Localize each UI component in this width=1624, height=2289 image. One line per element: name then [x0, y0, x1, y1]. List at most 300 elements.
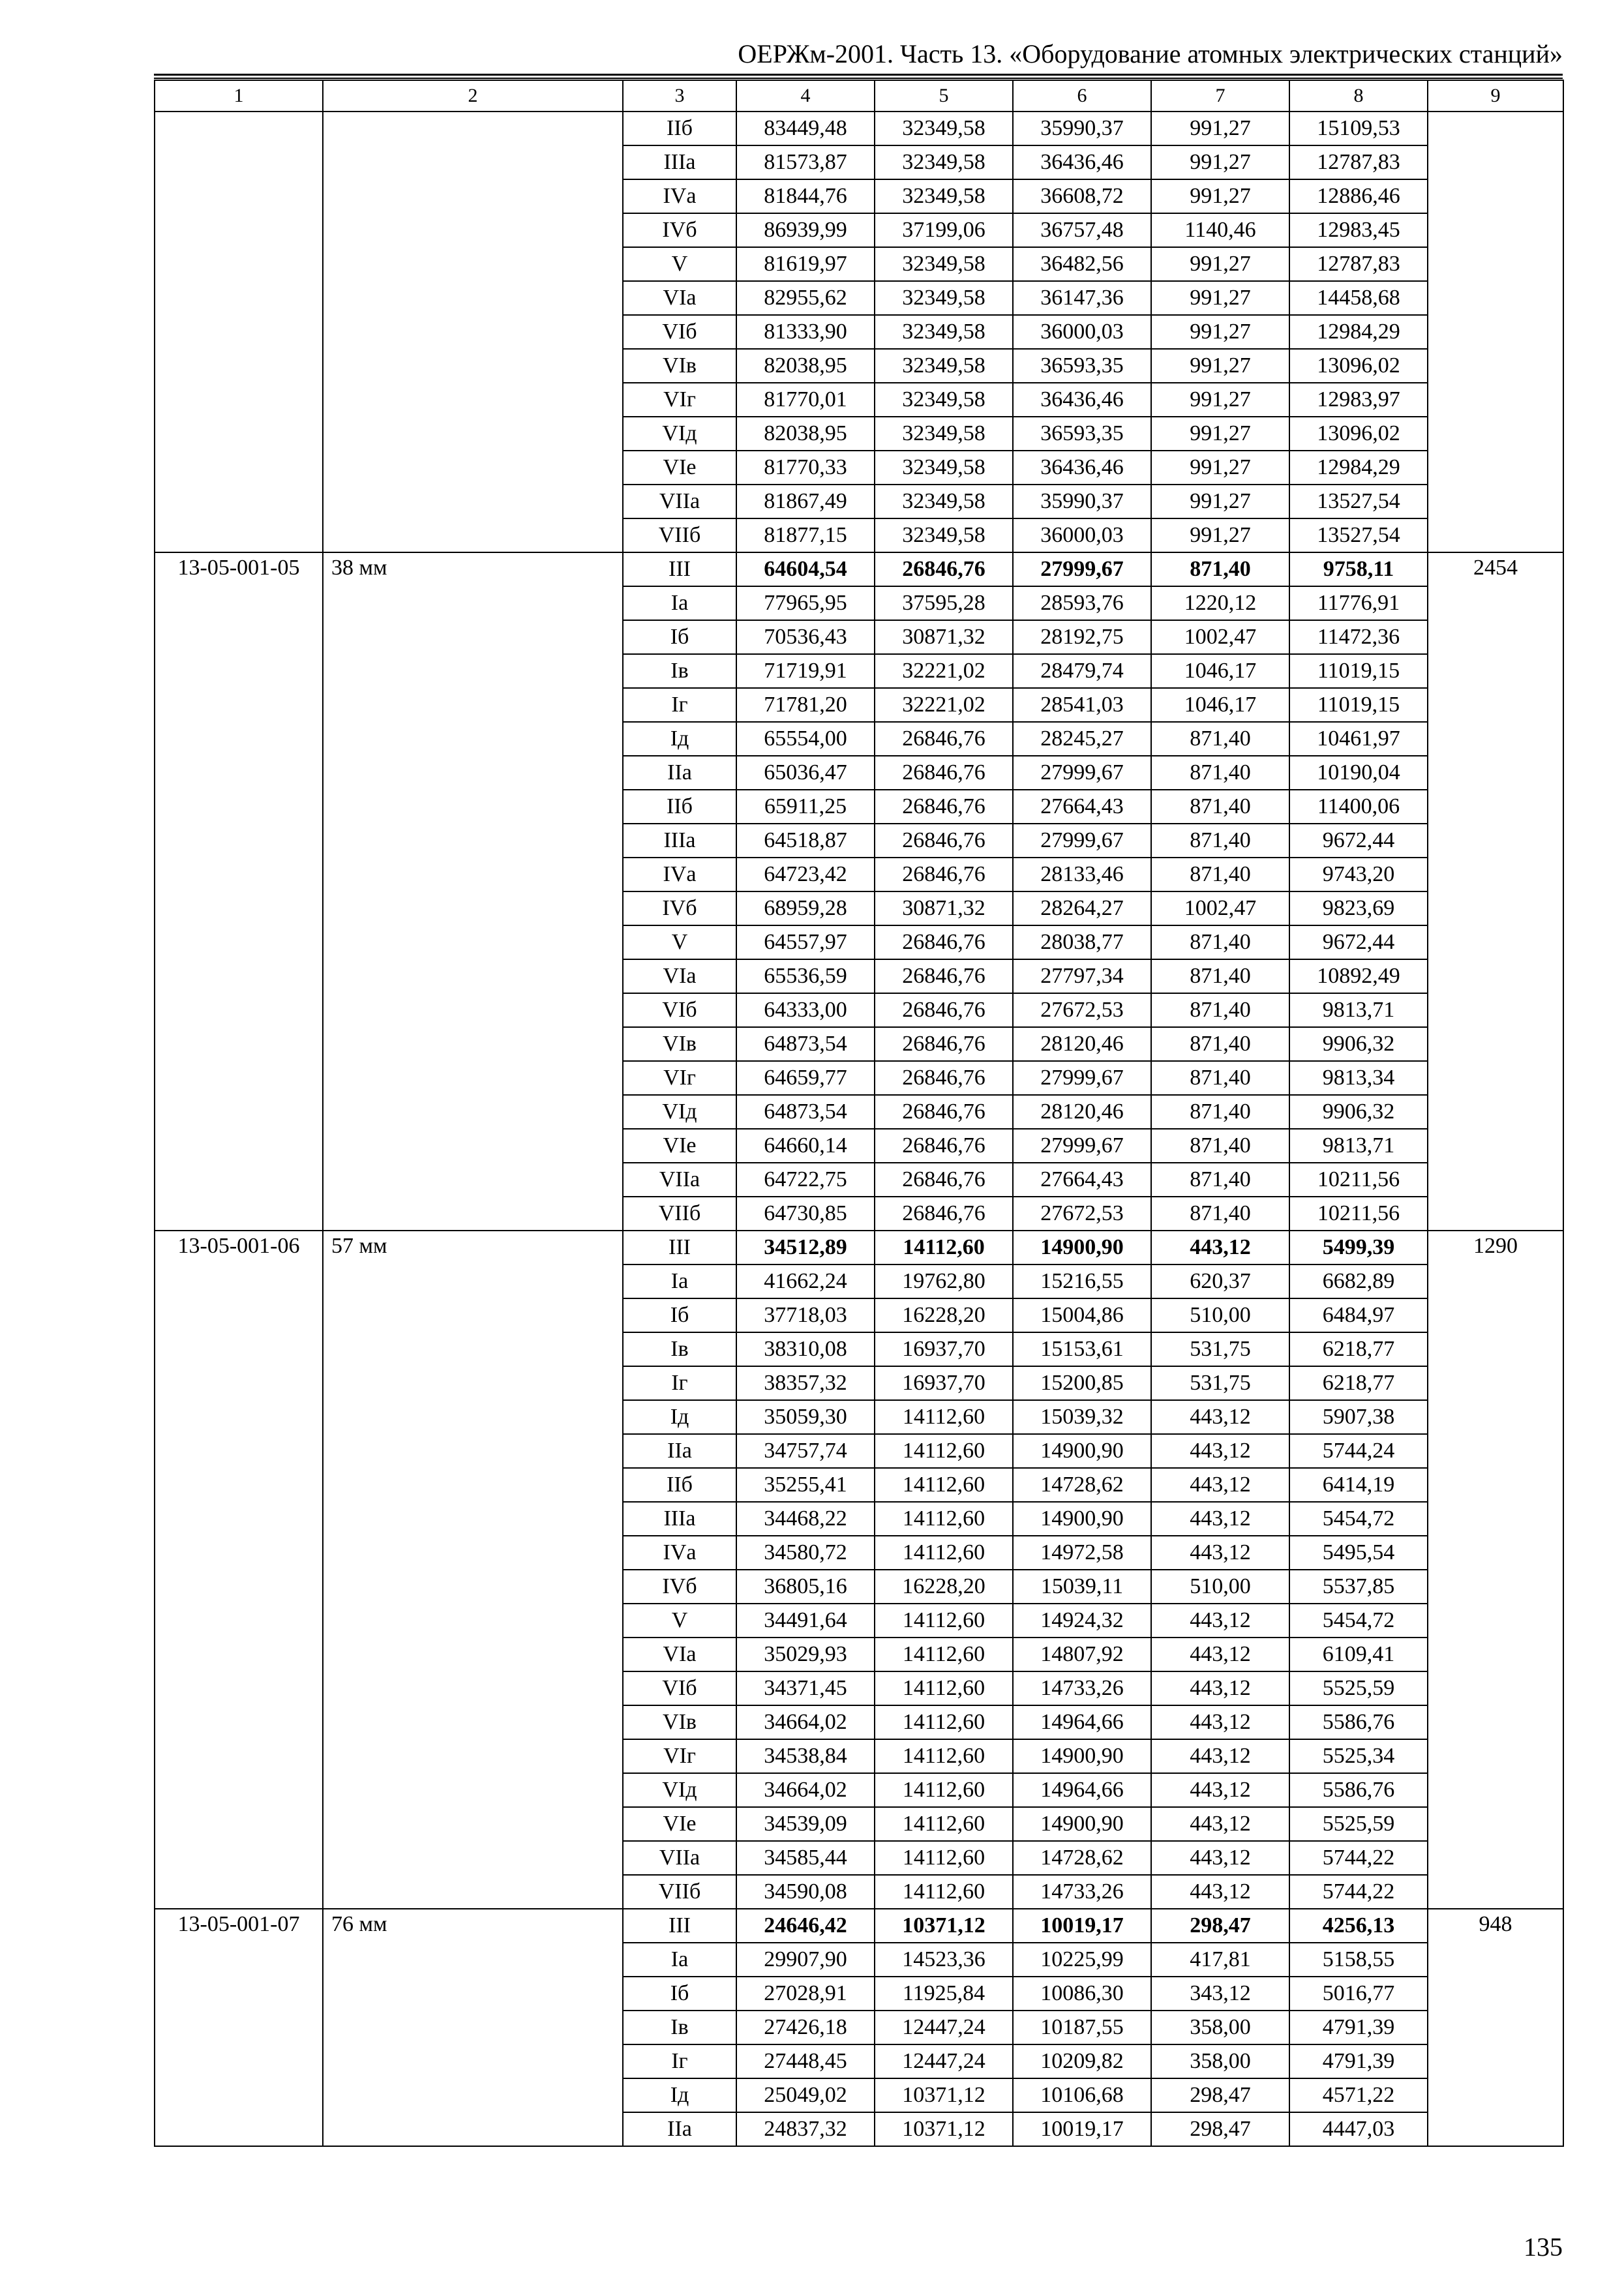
zone-class: IIб	[623, 790, 736, 824]
material-cost: 5525,34	[1289, 1739, 1428, 1773]
machine-cost: 15153,61	[1013, 1332, 1151, 1366]
material-cost: 5016,77	[1289, 1977, 1428, 2011]
machine-cost: 15216,55	[1013, 1264, 1151, 1298]
operator-wage: 358,00	[1151, 2011, 1289, 2044]
zone-class: IVб	[623, 213, 736, 247]
total-cost: 81877,15	[736, 518, 875, 552]
machine-cost: 36147,36	[1013, 281, 1151, 315]
material-cost: 12984,29	[1289, 315, 1428, 349]
pipe-diameter	[323, 112, 623, 552]
labor-cost: 26846,76	[875, 1129, 1013, 1163]
machine-cost: 27999,67	[1013, 824, 1151, 858]
zone-class: V	[623, 925, 736, 959]
labor-cost: 26846,76	[875, 552, 1013, 586]
total-cost: 83449,48	[736, 112, 875, 145]
total-cost: 81867,49	[736, 485, 875, 518]
operator-wage: 871,40	[1151, 1061, 1289, 1095]
total-cost: 82038,95	[736, 417, 875, 451]
operator-wage: 443,12	[1151, 1875, 1289, 1909]
operator-wage: 1002,47	[1151, 620, 1289, 654]
zone-class: VIв	[623, 1705, 736, 1739]
machine-cost: 27999,67	[1013, 552, 1151, 586]
operator-wage: 991,27	[1151, 485, 1289, 518]
material-cost: 5744,22	[1289, 1875, 1428, 1909]
material-cost: 5525,59	[1289, 1807, 1428, 1841]
material-cost: 9813,34	[1289, 1061, 1428, 1095]
total-cost: 34538,84	[736, 1739, 875, 1773]
material-cost: 11019,15	[1289, 654, 1428, 688]
rate-code	[155, 112, 323, 552]
total-cost: 41662,24	[736, 1264, 875, 1298]
zone-class: Iг	[623, 688, 736, 722]
zone-class: Iб	[623, 1977, 736, 2011]
machine-cost: 27999,67	[1013, 1061, 1151, 1095]
zone-class: III	[623, 1909, 736, 1943]
material-cost: 13527,54	[1289, 485, 1428, 518]
labor-cost: 32221,02	[875, 654, 1013, 688]
page-number: 135	[1524, 2232, 1563, 2262]
machine-cost: 14733,26	[1013, 1875, 1151, 1909]
zone-class: VIIб	[623, 1875, 736, 1909]
operator-wage: 871,40	[1151, 1095, 1289, 1129]
total-cost: 82038,95	[736, 349, 875, 383]
zone-class: VIIа	[623, 1841, 736, 1875]
col-3-number: 3	[623, 80, 736, 112]
total-cost: 86939,99	[736, 213, 875, 247]
zone-class: IIIа	[623, 824, 736, 858]
total-cost: 34580,72	[736, 1536, 875, 1570]
operator-wage: 443,12	[1151, 1434, 1289, 1468]
labor-cost: 16937,70	[875, 1332, 1013, 1366]
labor-cost: 26846,76	[875, 993, 1013, 1027]
operator-wage: 443,12	[1151, 1739, 1289, 1773]
zone-class: VIа	[623, 1638, 736, 1671]
labor-total: 948	[1428, 1909, 1563, 2146]
material-cost: 5907,38	[1289, 1400, 1428, 1434]
labor-cost: 10371,12	[875, 2112, 1013, 2146]
material-cost: 12983,97	[1289, 383, 1428, 417]
machine-cost: 10086,30	[1013, 1977, 1151, 2011]
operator-wage: 991,27	[1151, 315, 1289, 349]
zone-class: VIIа	[623, 1163, 736, 1197]
total-cost: 64557,97	[736, 925, 875, 959]
machine-cost: 14964,66	[1013, 1773, 1151, 1807]
total-cost: 34664,02	[736, 1773, 875, 1807]
total-cost: 24646,42	[736, 1909, 875, 1943]
operator-wage: 991,27	[1151, 518, 1289, 552]
zone-class: VIд	[623, 1095, 736, 1129]
zone-class: VIд	[623, 417, 736, 451]
rate-code: 13-05-001-07	[155, 1909, 323, 2146]
machine-cost: 36436,46	[1013, 451, 1151, 485]
operator-wage: 298,47	[1151, 2112, 1289, 2146]
operator-wage: 443,12	[1151, 1502, 1289, 1536]
labor-cost: 32221,02	[875, 688, 1013, 722]
header-rule	[154, 74, 1563, 76]
material-cost: 9813,71	[1289, 1129, 1428, 1163]
total-cost: 71781,20	[736, 688, 875, 722]
labor-cost: 26846,76	[875, 1027, 1013, 1061]
machine-cost: 36482,56	[1013, 247, 1151, 281]
machine-cost: 14728,62	[1013, 1468, 1151, 1502]
total-cost: 27028,91	[736, 1977, 875, 2011]
machine-cost: 27797,34	[1013, 959, 1151, 993]
labor-cost: 32349,58	[875, 112, 1013, 145]
material-cost: 5499,39	[1289, 1231, 1428, 1264]
total-cost: 34585,44	[736, 1841, 875, 1875]
material-cost: 5537,85	[1289, 1570, 1428, 1604]
zone-class: IIа	[623, 2112, 736, 2146]
operator-wage: 510,00	[1151, 1570, 1289, 1604]
operator-wage: 871,40	[1151, 925, 1289, 959]
total-cost: 81333,90	[736, 315, 875, 349]
operator-wage: 1140,46	[1151, 213, 1289, 247]
machine-cost: 28541,03	[1013, 688, 1151, 722]
machine-cost: 10019,17	[1013, 1909, 1151, 1943]
machine-cost: 27999,67	[1013, 1129, 1151, 1163]
operator-wage: 991,27	[1151, 145, 1289, 179]
total-cost: 65036,47	[736, 756, 875, 790]
operator-wage: 991,27	[1151, 383, 1289, 417]
labor-cost: 16228,20	[875, 1298, 1013, 1332]
operator-wage: 871,40	[1151, 722, 1289, 756]
table-row	[155, 1231, 1563, 1264]
pipe-diameter: 57 мм	[323, 1231, 623, 1909]
col-6-number: 6	[1013, 80, 1151, 112]
zone-class: Iа	[623, 1264, 736, 1298]
operator-wage: 443,12	[1151, 1705, 1289, 1739]
total-cost: 68959,28	[736, 891, 875, 925]
labor-cost: 14112,60	[875, 1468, 1013, 1502]
total-cost: 81619,97	[736, 247, 875, 281]
operator-wage: 871,40	[1151, 824, 1289, 858]
header-rule-thin	[154, 78, 1563, 79]
machine-cost: 36000,03	[1013, 315, 1151, 349]
zone-class: VIIб	[623, 1197, 736, 1231]
total-cost: 34468,22	[736, 1502, 875, 1536]
material-cost: 5744,22	[1289, 1841, 1428, 1875]
zone-class: V	[623, 1604, 736, 1638]
material-cost: 13096,02	[1289, 417, 1428, 451]
machine-cost: 28264,27	[1013, 891, 1151, 925]
zone-class: VIа	[623, 281, 736, 315]
total-cost: 24837,32	[736, 2112, 875, 2146]
total-cost: 64723,42	[736, 858, 875, 891]
operator-wage: 871,40	[1151, 1129, 1289, 1163]
total-cost: 64873,54	[736, 1027, 875, 1061]
total-cost: 34371,45	[736, 1671, 875, 1705]
zone-class: Iд	[623, 722, 736, 756]
zone-class: VIг	[623, 383, 736, 417]
labor-cost: 14112,60	[875, 1807, 1013, 1841]
labor-cost: 10371,12	[875, 2078, 1013, 2112]
zone-class: IVб	[623, 891, 736, 925]
labor-cost: 10371,12	[875, 1909, 1013, 1943]
operator-wage: 871,40	[1151, 1163, 1289, 1197]
machine-cost: 28038,77	[1013, 925, 1151, 959]
labor-total: 2454	[1428, 552, 1563, 1231]
total-cost: 27426,18	[736, 2011, 875, 2044]
zone-class: Iа	[623, 1943, 736, 1977]
labor-cost: 14112,60	[875, 1604, 1013, 1638]
operator-wage: 443,12	[1151, 1638, 1289, 1671]
total-cost: 36805,16	[736, 1570, 875, 1604]
labor-cost: 14112,60	[875, 1739, 1013, 1773]
col-2-number: 2	[323, 80, 623, 112]
labor-cost: 14112,60	[875, 1536, 1013, 1570]
total-cost: 35029,93	[736, 1638, 875, 1671]
labor-cost: 14112,60	[875, 1400, 1013, 1434]
operator-wage: 298,47	[1151, 2078, 1289, 2112]
labor-cost: 14112,60	[875, 1434, 1013, 1468]
labor-cost: 26846,76	[875, 756, 1013, 790]
machine-cost: 14900,90	[1013, 1502, 1151, 1536]
operator-wage: 443,12	[1151, 1536, 1289, 1570]
machine-cost: 15039,32	[1013, 1400, 1151, 1434]
price-table	[154, 80, 1564, 2147]
operator-wage: 991,27	[1151, 247, 1289, 281]
material-cost: 4571,22	[1289, 2078, 1428, 2112]
labor-cost: 37199,06	[875, 213, 1013, 247]
labor-cost: 37595,28	[875, 586, 1013, 620]
total-cost: 64722,75	[736, 1163, 875, 1197]
labor-cost: 12447,24	[875, 2011, 1013, 2044]
material-cost: 13096,02	[1289, 349, 1428, 383]
labor-cost: 26846,76	[875, 824, 1013, 858]
labor-cost: 16937,70	[875, 1366, 1013, 1400]
labor-total	[1428, 112, 1563, 552]
operator-wage: 1046,17	[1151, 688, 1289, 722]
material-cost: 10211,56	[1289, 1197, 1428, 1231]
material-cost: 11400,06	[1289, 790, 1428, 824]
material-cost: 10461,97	[1289, 722, 1428, 756]
material-cost: 9813,71	[1289, 993, 1428, 1027]
operator-wage: 871,40	[1151, 790, 1289, 824]
labor-cost: 12447,24	[875, 2044, 1013, 2078]
labor-cost: 32349,58	[875, 281, 1013, 315]
operator-wage: 991,27	[1151, 281, 1289, 315]
machine-cost: 27999,67	[1013, 756, 1151, 790]
material-cost: 5158,55	[1289, 1943, 1428, 1977]
total-cost: 38310,08	[736, 1332, 875, 1366]
total-cost: 34512,89	[736, 1231, 875, 1264]
material-cost: 9823,69	[1289, 891, 1428, 925]
operator-wage: 417,81	[1151, 1943, 1289, 1977]
zone-class: Iв	[623, 654, 736, 688]
zone-class: VIе	[623, 1129, 736, 1163]
material-cost: 15109,53	[1289, 112, 1428, 145]
zone-class: IIIа	[623, 145, 736, 179]
operator-wage: 991,27	[1151, 179, 1289, 213]
operator-wage: 443,12	[1151, 1841, 1289, 1875]
total-cost: 81770,33	[736, 451, 875, 485]
zone-class: VIе	[623, 1807, 736, 1841]
zone-class: IIа	[623, 1434, 736, 1468]
zone-class: Iв	[623, 1332, 736, 1366]
machine-cost: 14900,90	[1013, 1807, 1151, 1841]
labor-cost: 32349,58	[875, 518, 1013, 552]
material-cost: 9743,20	[1289, 858, 1428, 891]
total-cost: 64333,00	[736, 993, 875, 1027]
labor-cost: 26846,76	[875, 1163, 1013, 1197]
labor-cost: 26846,76	[875, 1095, 1013, 1129]
material-cost: 6414,19	[1289, 1468, 1428, 1502]
labor-cost: 30871,32	[875, 891, 1013, 925]
machine-cost: 28593,76	[1013, 586, 1151, 620]
machine-cost: 28192,75	[1013, 620, 1151, 654]
material-cost: 11472,36	[1289, 620, 1428, 654]
total-cost: 65911,25	[736, 790, 875, 824]
labor-cost: 14112,60	[875, 1705, 1013, 1739]
zone-class: IIа	[623, 756, 736, 790]
total-cost: 70536,43	[736, 620, 875, 654]
material-cost: 5454,72	[1289, 1502, 1428, 1536]
labor-cost: 32349,58	[875, 349, 1013, 383]
machine-cost: 15039,11	[1013, 1570, 1151, 1604]
material-cost: 9906,32	[1289, 1095, 1428, 1129]
material-cost: 5586,76	[1289, 1705, 1428, 1739]
total-cost: 81844,76	[736, 179, 875, 213]
material-cost: 14458,68	[1289, 281, 1428, 315]
machine-cost: 10019,17	[1013, 2112, 1151, 2146]
zone-class: Iб	[623, 620, 736, 654]
total-cost: 34539,09	[736, 1807, 875, 1841]
zone-class: VIб	[623, 993, 736, 1027]
zone-class: IIб	[623, 112, 736, 145]
operator-wage: 1046,17	[1151, 654, 1289, 688]
machine-cost: 27672,53	[1013, 993, 1151, 1027]
labor-cost: 14112,60	[875, 1875, 1013, 1909]
operator-wage: 531,75	[1151, 1366, 1289, 1400]
zone-class: VIб	[623, 315, 736, 349]
machine-cost: 36593,35	[1013, 417, 1151, 451]
operator-wage: 871,40	[1151, 858, 1289, 891]
zone-class: VIг	[623, 1061, 736, 1095]
zone-class: VIв	[623, 349, 736, 383]
zone-class: Iд	[623, 2078, 736, 2112]
material-cost: 12787,83	[1289, 247, 1428, 281]
zone-class: IIб	[623, 1468, 736, 1502]
operator-wage: 510,00	[1151, 1298, 1289, 1332]
material-cost: 6682,89	[1289, 1264, 1428, 1298]
zone-class: Iб	[623, 1298, 736, 1332]
material-cost: 13527,54	[1289, 518, 1428, 552]
pipe-diameter: 76 мм	[323, 1909, 623, 2146]
machine-cost: 35990,37	[1013, 485, 1151, 518]
labor-total: 1290	[1428, 1231, 1563, 1909]
material-cost: 6218,77	[1289, 1332, 1428, 1366]
labor-cost: 32349,58	[875, 383, 1013, 417]
material-cost: 5744,24	[1289, 1434, 1428, 1468]
zone-class: VIб	[623, 1671, 736, 1705]
machine-cost: 10225,99	[1013, 1943, 1151, 1977]
labor-cost: 30871,32	[875, 620, 1013, 654]
col-5-number: 5	[875, 80, 1013, 112]
total-cost: 71719,91	[736, 654, 875, 688]
machine-cost: 27672,53	[1013, 1197, 1151, 1231]
operator-wage: 1002,47	[1151, 891, 1289, 925]
material-cost: 10190,04	[1289, 756, 1428, 790]
operator-wage: 531,75	[1151, 1332, 1289, 1366]
zone-class: Iд	[623, 1400, 736, 1434]
labor-cost: 14112,60	[875, 1671, 1013, 1705]
labor-cost: 32349,58	[875, 247, 1013, 281]
material-cost: 9672,44	[1289, 925, 1428, 959]
col-1-number: 1	[155, 80, 323, 112]
total-cost: 25049,02	[736, 2078, 875, 2112]
machine-cost: 28120,46	[1013, 1095, 1151, 1129]
material-cost: 6109,41	[1289, 1638, 1428, 1671]
labor-cost: 19762,80	[875, 1264, 1013, 1298]
material-cost: 4447,03	[1289, 2112, 1428, 2146]
labor-cost: 32349,58	[875, 485, 1013, 518]
labor-cost: 32349,58	[875, 315, 1013, 349]
machine-cost: 36608,72	[1013, 179, 1151, 213]
labor-cost: 26846,76	[875, 1061, 1013, 1095]
operator-wage: 298,47	[1151, 1909, 1289, 1943]
material-cost: 10211,56	[1289, 1163, 1428, 1197]
machine-cost: 28133,46	[1013, 858, 1151, 891]
zone-class: IVа	[623, 858, 736, 891]
operator-wage: 443,12	[1151, 1671, 1289, 1705]
labor-cost: 32349,58	[875, 417, 1013, 451]
operator-wage: 871,40	[1151, 1197, 1289, 1231]
operator-wage: 620,37	[1151, 1264, 1289, 1298]
zone-class: IVб	[623, 1570, 736, 1604]
total-cost: 81770,01	[736, 383, 875, 417]
operator-wage: 443,12	[1151, 1468, 1289, 1502]
material-cost: 12983,45	[1289, 213, 1428, 247]
material-cost: 11776,91	[1289, 586, 1428, 620]
zone-class: III	[623, 552, 736, 586]
total-cost: 82955,62	[736, 281, 875, 315]
total-cost: 35255,41	[736, 1468, 875, 1502]
total-cost: 77965,95	[736, 586, 875, 620]
pipe-diameter: 38 мм	[323, 552, 623, 1231]
material-cost: 12984,29	[1289, 451, 1428, 485]
material-cost: 9672,44	[1289, 824, 1428, 858]
labor-cost: 14112,60	[875, 1502, 1013, 1536]
zone-class: V	[623, 247, 736, 281]
col-9-number: 9	[1428, 80, 1563, 112]
machine-cost: 14900,90	[1013, 1434, 1151, 1468]
machine-cost: 36000,03	[1013, 518, 1151, 552]
col-8-number: 8	[1289, 80, 1428, 112]
machine-cost: 10187,55	[1013, 2011, 1151, 2044]
zone-class: VIа	[623, 959, 736, 993]
machine-cost: 36436,46	[1013, 145, 1151, 179]
material-cost: 11019,15	[1289, 688, 1428, 722]
total-cost: 65554,00	[736, 722, 875, 756]
machine-cost: 15004,86	[1013, 1298, 1151, 1332]
zone-class: IVа	[623, 179, 736, 213]
table-row	[155, 1909, 1563, 1943]
labor-cost: 32349,58	[875, 451, 1013, 485]
operator-wage: 871,40	[1151, 959, 1289, 993]
material-cost: 9906,32	[1289, 1027, 1428, 1061]
zone-class: VIв	[623, 1027, 736, 1061]
col-7-number: 7	[1151, 80, 1289, 112]
table-row	[155, 552, 1563, 586]
total-cost: 64660,14	[736, 1129, 875, 1163]
material-cost: 4791,39	[1289, 2011, 1428, 2044]
material-cost: 10892,49	[1289, 959, 1428, 993]
table-row	[155, 112, 1563, 145]
material-cost: 4791,39	[1289, 2044, 1428, 2078]
total-cost: 37718,03	[736, 1298, 875, 1332]
operator-wage: 358,00	[1151, 2044, 1289, 2078]
operator-wage: 443,12	[1151, 1773, 1289, 1807]
